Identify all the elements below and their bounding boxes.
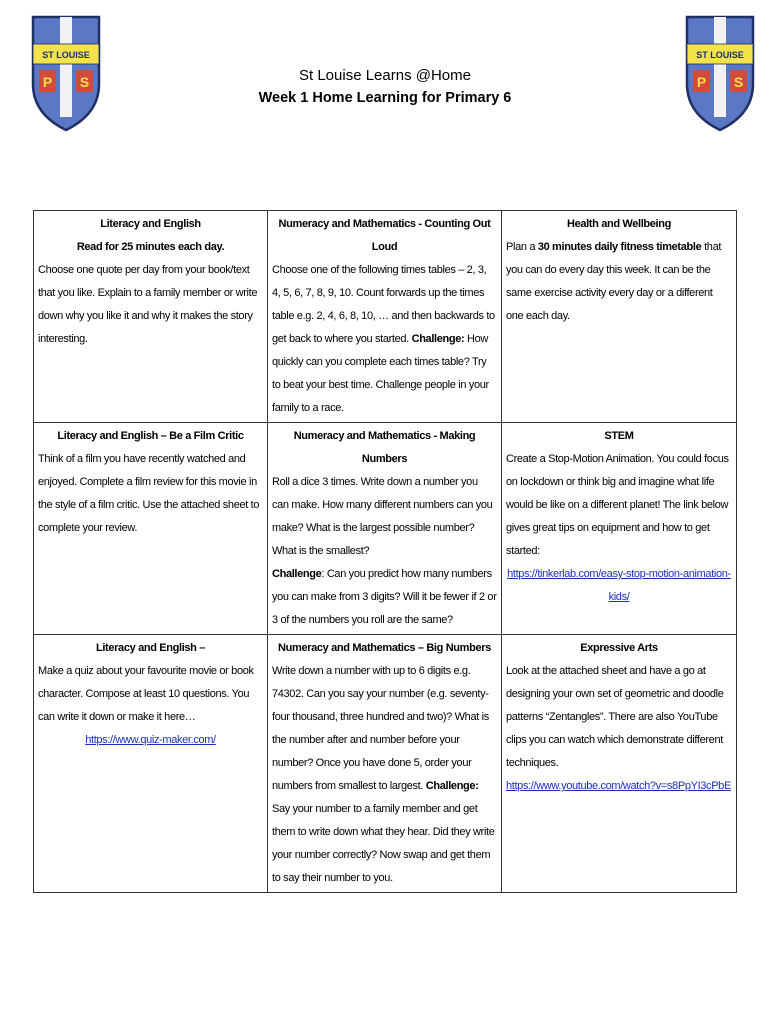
cell-body: Plan a 30 minutes daily fitness timetable that you can do every day this week. It can be the same exercise activity every day or a different one each day.: [506, 241, 722, 322]
cell-body: Choose one quote per day from your book/text that you like. Explain to a family member or write down why you like it and why it makes the story interesting.: [38, 264, 258, 345]
stop-motion-link[interactable]: https://tinkerlab.com/easy-stop-motion-animation-kids/: [507, 568, 731, 603]
table-row: [34, 635, 737, 893]
svg-text:S: S: [79, 74, 90, 90]
cell-body: Make a quiz about your favourite movie or book character. Compose at least 10 questions. You can write it down or make it here…: [38, 665, 254, 723]
table-row: [34, 423, 737, 635]
cell-body: Look at the attached sheet and have a go at designing your own set of geometric and doodle patterns “Zentangles”. There are also YouTube clips you can watch which demonstrate different techniques.: [506, 665, 724, 769]
cell-title: Literacy and English: [100, 218, 201, 230]
svg-text:S: S: [733, 74, 744, 90]
cell-title: Numeracy and Mathematics - Making Numbers: [293, 430, 476, 465]
page-title: St Louise Learns @Home: [299, 67, 471, 84]
svg-text:P: P: [42, 74, 53, 90]
cell-body: Choose one of the following times tables – 2, 3, 4, 5, 6, 7, 8, 9, 10. Count forwards up the times table e.g. 2, 4, 6, 8, 10, … and then backwards to get back to where you started. Challenge: How quickly can you complete each times table? Try to beat your best time. Challenge people in your family to a race.: [272, 264, 495, 414]
cell-body-challenge: Challenge: Can you predict how many numbers you can make from 3 digits? Will it be fewer if 2 or 3 of the numbers you roll are the same?: [272, 568, 497, 626]
svg-text:P: P: [696, 74, 707, 90]
challenge-label: Challenge: [272, 568, 322, 580]
cell-subtitle: Read for 25 minutes each day.: [76, 241, 225, 253]
cell-title: Literacy and English – Be a Film Critic: [57, 430, 244, 442]
cell-health-wellbeing: [502, 211, 737, 423]
cell-body: Write down a number with up to 6 digits e.g. 74302. Can you say your number (e.g. seventy-four thousand, three hundred and two)? What is the number after and number before your number? Once you have done 5, order your numbers from smallest to largest. Challenge: Say your number to a family member and get them to write down what they hear. Did they write your number correctly? Now swap and get them to say their number to you.: [272, 665, 495, 884]
cell-literacy-film-critic: [34, 423, 268, 635]
page-header: [0, 66, 770, 110]
crest-text: ST LOUISE: [42, 50, 90, 60]
cell-title: Literacy and English –: [95, 642, 206, 654]
cell-numeracy-counting: [268, 211, 502, 423]
cell-title: Expressive Arts: [580, 642, 658, 654]
cell-numeracy-making-numbers: [268, 423, 502, 635]
crest-text: ST LOUISE: [696, 50, 744, 60]
page-subtitle: Week 1 Home Learning for Primary 6: [258, 90, 512, 106]
challenge-label: Challenge:: [411, 333, 465, 345]
cell-numeracy-big-numbers: [268, 635, 502, 893]
cell-body: Roll a dice 3 times. Write down a number you can make. How many different numbers can you make? What is the largest possible number? What is the smallest?: [272, 476, 493, 557]
cell-literacy-quiz: [34, 635, 268, 893]
cell-title: Numeracy and Mathematics – Big Numbers: [278, 642, 491, 654]
cell-stem: [502, 423, 737, 635]
table-row: [34, 211, 737, 423]
challenge-label: Challenge:: [425, 780, 479, 792]
quiz-maker-link[interactable]: https://www.quiz-maker.com/: [85, 734, 216, 746]
youtube-link[interactable]: https://www.youtube.com/watch?v=s8PpYI3cPbE: [506, 780, 731, 792]
cell-title: Health and Wellbeing: [566, 218, 672, 230]
cell-expressive-arts: [502, 635, 737, 893]
cell-title: STEM: [604, 430, 634, 442]
cell-literacy-reading: [34, 211, 268, 423]
learning-grid: [33, 210, 737, 893]
cell-body: Think of a film you have recently watched and enjoyed. Complete a film review for this movie in the style of a film critic. Use the attached sheet to complete your review.: [38, 453, 260, 534]
cell-body: Create a Stop-Motion Animation. You could focus on lockdown or think big and imagine what life would be like on a different planet! The link below gives great tips on equipment and how to get started:: [506, 453, 729, 557]
cell-title: Numeracy and Mathematics - Counting Out Loud: [278, 218, 491, 253]
